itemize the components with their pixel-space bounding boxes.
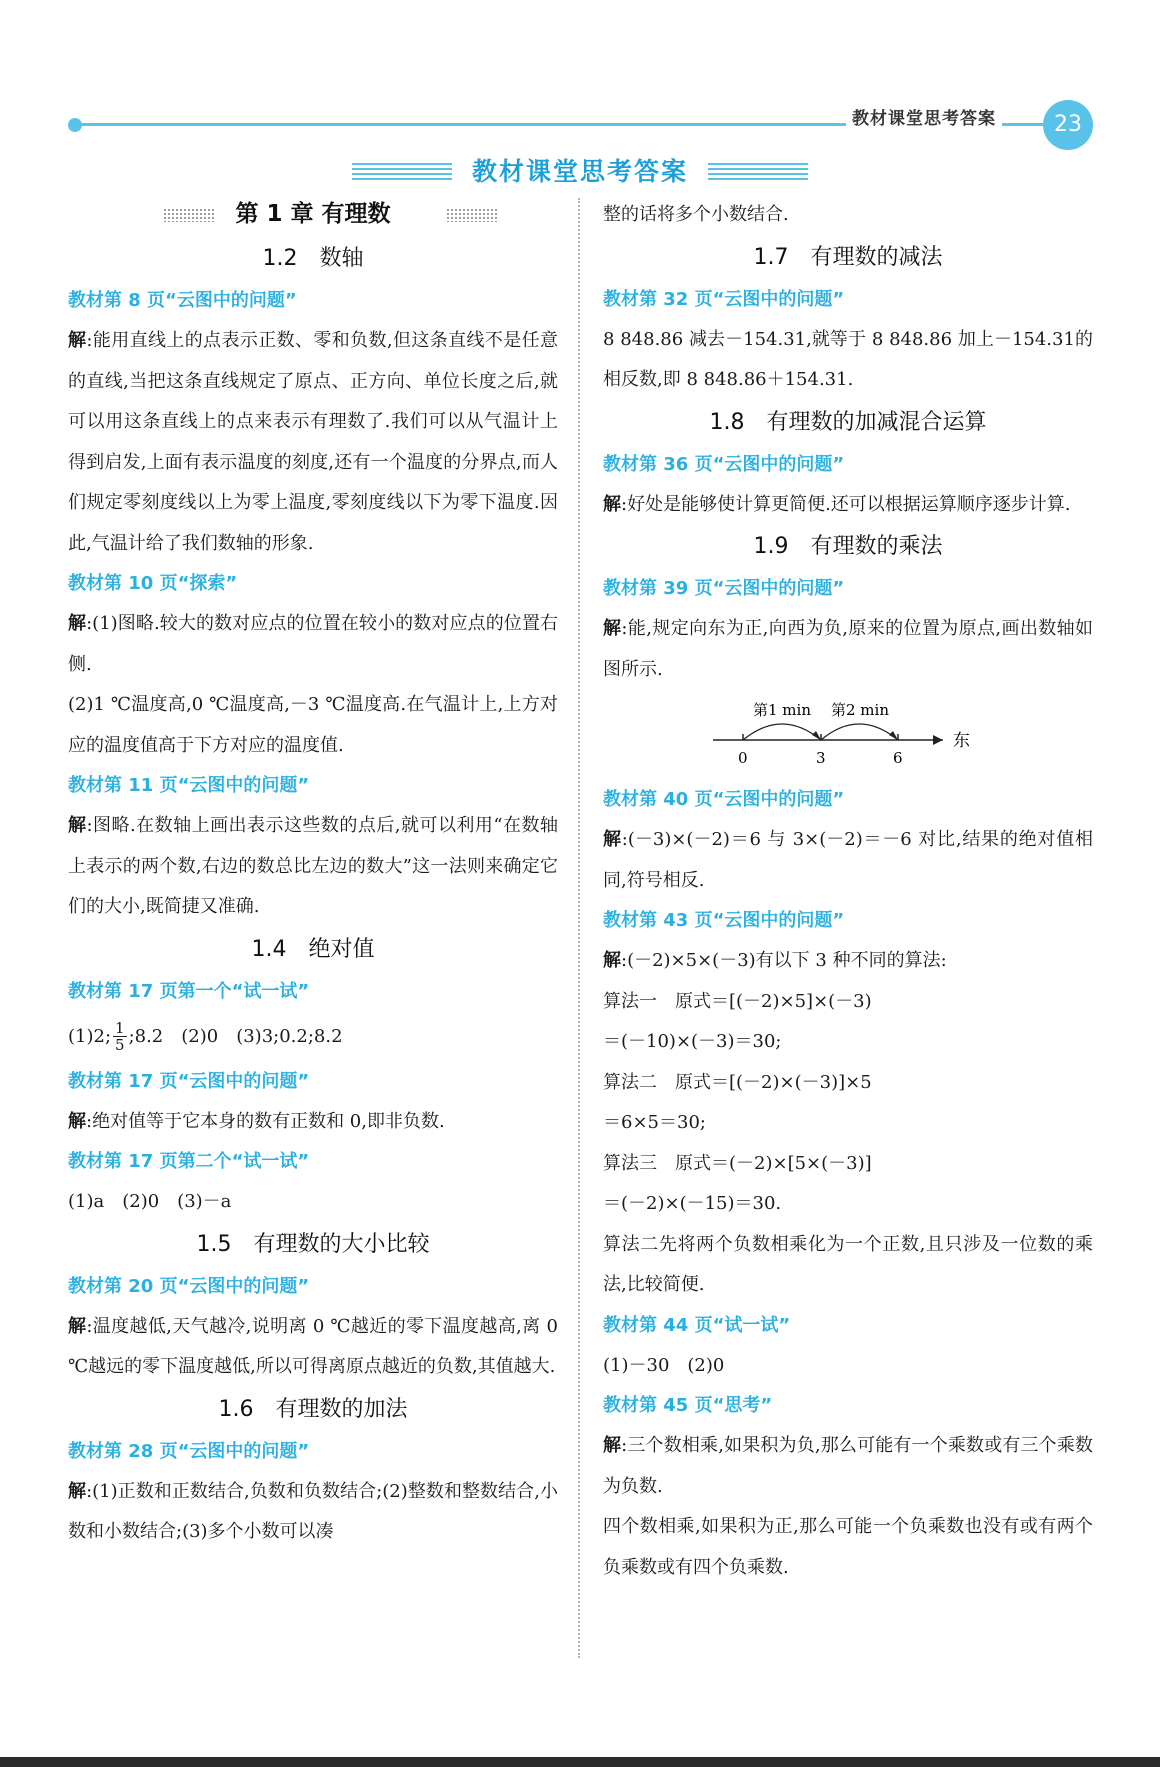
number-line-svg xyxy=(603,690,1093,780)
direction-label: 东 xyxy=(953,731,970,751)
left-column xyxy=(68,195,558,1553)
question-ref: 教材第 32 页“云图中的问题” xyxy=(603,288,845,310)
question-ref: 教材第 28 页“云图中的问题” xyxy=(68,1440,310,1462)
right-column xyxy=(603,195,1093,1588)
answer-prefix: 解 xyxy=(603,829,622,850)
question-ref: 教材第 17 页第二个“试一试” xyxy=(68,1151,310,1172)
page-number: 23 xyxy=(1043,100,1093,150)
answer-text: 解:三个数相乘,如果积为负,那么可能有一个乘数或有三个乘数为负数. xyxy=(603,1435,1094,1497)
answer-text: 解:温度越低,天气越冷,说明离 0 ℃越近的零下温度越高,离 0 ℃越远的零下温度越低,所以可得离原点越近的负数,其值越大. xyxy=(68,1315,559,1377)
section-title: 1.6 有理数的加法 xyxy=(218,1396,408,1422)
tick-label-6: 6 xyxy=(893,749,903,767)
header-rule-dot xyxy=(68,118,82,132)
answer-text: 解:(1)图略.较大的数对应点的位置在较小的数对应点的位置右侧. xyxy=(68,613,559,675)
question-ref: 教材第 10 页“探索” xyxy=(68,573,238,594)
tick-label-0: 0 xyxy=(738,749,748,767)
question-ref: 教材第 44 页“试一试” xyxy=(603,1314,791,1336)
answer-prefix: 解 xyxy=(68,613,87,634)
method-line: 算法三 原式＝(－2)×[5×(－3)] xyxy=(603,1152,872,1174)
answer-text: 解:(－2)×5×(－3)有以下 3 种不同的算法: xyxy=(603,950,947,971)
answer-text: 解:绝对值等于它本身的数有正数和 0,即非负数. xyxy=(68,1110,445,1132)
question-ref: 教材第 39 页“云图中的问题” xyxy=(603,578,845,599)
banner-stripes-left xyxy=(352,163,452,181)
number-line-figure xyxy=(603,690,1093,780)
question-ref: 教材第 17 页“云图中的问题” xyxy=(68,1070,310,1092)
section-title: 1.2 数轴 xyxy=(262,246,364,271)
fraction: $\frac{1}{5}$ xyxy=(115,1019,125,1054)
header-label: 教材课堂思考答案 xyxy=(846,104,1002,129)
answer-text: 四个数相乘,如果积为正,那么可能一个负乘数也没有或有两个负乘数或有四个负乘数. xyxy=(603,1516,1093,1578)
answer-text: 整的话将多个小数结合. xyxy=(603,204,789,225)
question-ref: 教材第 43 页“云图中的问题” xyxy=(603,910,845,931)
method-line: 算法一 原式＝[(－2)×5]×(－3) xyxy=(603,990,872,1012)
arc-label-1: 第1 min xyxy=(753,701,811,719)
arc-label-2: 第2 min xyxy=(831,701,889,719)
answer-text: 解:能用直线上的点表示正数、零和负数,但这条直线不是任意的直线,当把这条直线规定了原点、正方向、单位长度之后,就可以用这条直线上的点来表示有理数了.我们可以从气温计上得到启发,上面有表示温度的刻度,还有一个温度的分界点,而人们规定零刻度线以上为零上温度,零刻度线以下为零下温度.因此,气温计给了我们数轴的形象. xyxy=(68,330,558,554)
question-ref: 教材第 11 页“云图中的问题” xyxy=(68,775,310,796)
jump-arc-1 xyxy=(743,724,821,740)
chapter-title: 第 1 章 有理数 xyxy=(235,201,391,227)
answer-text: 解:(－3)×(－2)＝6 与 3×(－2)＝－6 对比,结果的绝对值相同,符号相反. xyxy=(603,829,1093,891)
banner-stripes-right xyxy=(708,163,808,181)
method-line: ＝(－10)×(－3)＝30; xyxy=(603,1031,782,1052)
answer-text: 解:好处是能够使计算更简便.还可以根据运算顺序逐步计算. xyxy=(603,493,1071,515)
answer-prefix: 解 xyxy=(603,493,621,515)
page-bottom-bar xyxy=(0,1757,1160,1767)
answer-prefix: 解 xyxy=(68,330,87,351)
answer-prefix: 解 xyxy=(68,1110,86,1132)
answer-prefix: 解 xyxy=(68,1480,87,1502)
answer-text: (1)a (2)0 (3)－a xyxy=(68,1191,232,1212)
axis-arrowhead xyxy=(933,735,943,745)
question-ref: 教材第 17 页第一个“试一试” xyxy=(68,980,310,1002)
column-divider xyxy=(578,198,580,1658)
question-ref: 教材第 36 页“云图中的问题” xyxy=(603,453,845,475)
tick-label-3: 3 xyxy=(816,749,826,767)
section-title: 1.7 有理数的减法 xyxy=(753,244,943,270)
question-ref: 教材第 40 页“云图中的问题” xyxy=(603,789,845,810)
banner-title: 教材课堂思考答案 xyxy=(471,157,688,186)
answer-text: (2)1 ℃温度高,0 ℃温度高,－3 ℃温度高.在气温计上,上方对应的温度值高于下方对应的温度值. xyxy=(68,694,558,756)
chapter-dots-left xyxy=(163,208,215,222)
arc-arrowhead xyxy=(812,731,821,740)
chapter-heading xyxy=(68,195,558,233)
arc-arrowhead xyxy=(889,731,898,740)
answer-text: 解:图略.在数轴上画出表示这些数的点后,就可以利用“在数轴上表示的两个数,右边的数总比左边的数大”这一法则来确定它们的大小,既简捷又准确. xyxy=(68,815,558,917)
answer-text: 解:(1)正数和正数结合,负数和负数结合;(2)整数和整数结合,小数和小数结合;(3)多个小数可以凑 xyxy=(68,1480,558,1542)
answer-text: 算法二先将两个负数相乘化为一个正数,且只涉及一位数的乘法,比较简便. xyxy=(603,1233,1093,1295)
answer-text: 解:能,规定向东为正,向西为负,原来的位置为原点,画出数轴如图所示. xyxy=(603,618,1094,680)
section-title: 1.4 绝对值 xyxy=(251,936,375,962)
question-ref: 教材第 20 页“云图中的问题” xyxy=(68,1275,310,1297)
answer-prefix: 解 xyxy=(603,618,622,639)
answer-text: 8 848.86 减去－154.31,就等于 8 848.86 加上－154.31的相反数,即 8 848.86＋154.31. xyxy=(603,328,1093,390)
answer-prefix: 解 xyxy=(68,815,87,836)
method-line: 算法二 原式＝[(－2)×(－3)]×5 xyxy=(603,1071,872,1093)
question-ref: 教材第 8 页“云图中的问题” xyxy=(68,290,297,311)
method-line: ＝(－2)×(－15)＝30. xyxy=(603,1193,782,1214)
jump-arc-2 xyxy=(821,724,898,740)
section-title: 1.8 有理数的加减混合运算 xyxy=(709,409,987,435)
answer-prefix: 解 xyxy=(68,1315,87,1337)
section-title: 1.9 有理数的乘法 xyxy=(753,534,943,559)
answer-text: (1)2; $\frac{1}{5}$ ;8.2 (2)0 (3)3;0.2;8.2 xyxy=(68,1019,343,1054)
answer-prefix: 解 xyxy=(603,1435,622,1456)
section-title: 1.5 有理数的大小比较 xyxy=(196,1231,430,1257)
answer-text: (1)－30 (2)0 xyxy=(603,1354,725,1376)
section-banner xyxy=(340,150,820,194)
answer-prefix: 解 xyxy=(603,950,621,971)
chapter-dots-right xyxy=(446,208,498,222)
question-ref: 教材第 45 页“思考” xyxy=(603,1395,773,1416)
method-line: ＝6×5＝30; xyxy=(603,1112,706,1133)
